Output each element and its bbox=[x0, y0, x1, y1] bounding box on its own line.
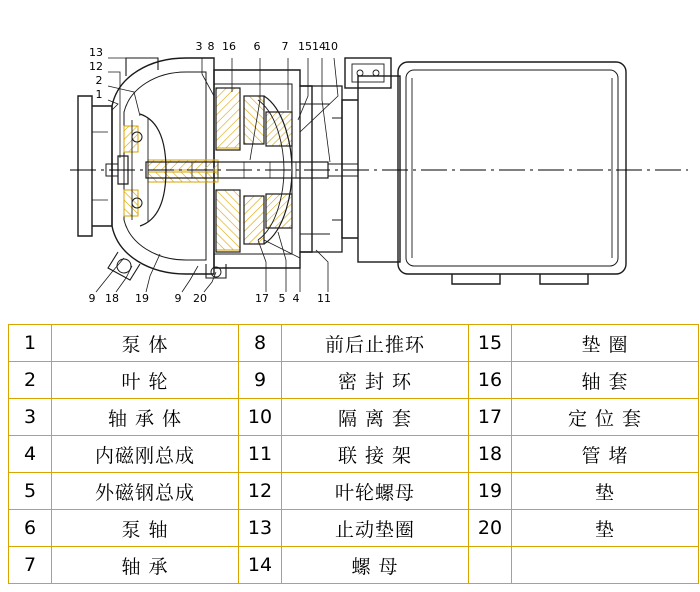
part-name-cell: 泵 轴 bbox=[52, 510, 239, 547]
part-name-cell: 前后止推环 bbox=[282, 325, 469, 362]
part-number-cell: 16 bbox=[469, 362, 512, 399]
part-name-cell: 内磁刚总成 bbox=[52, 436, 239, 473]
part-number-cell: 5 bbox=[9, 473, 52, 510]
part-number-cell: 2 bbox=[9, 362, 52, 399]
part-name-cell: 泵 体 bbox=[52, 325, 239, 362]
part-name-cell: 叶轮螺母 bbox=[282, 473, 469, 510]
part-number-cell: 4 bbox=[9, 436, 52, 473]
part-number-cell: 15 bbox=[469, 325, 512, 362]
part-number-cell: 13 bbox=[239, 510, 282, 547]
part-number-cell bbox=[469, 547, 512, 584]
part-name-cell: 隔 离 套 bbox=[282, 399, 469, 436]
callout-number: 14 bbox=[312, 40, 326, 53]
part-name-cell: 垫 圈 bbox=[512, 325, 699, 362]
part-name-cell: 垫 bbox=[512, 473, 699, 510]
callout-number: 10 bbox=[324, 40, 338, 53]
table-row bbox=[9, 473, 699, 510]
callout-number: 4 bbox=[292, 292, 300, 305]
part-number-cell: 19 bbox=[469, 473, 512, 510]
callout-number: 2 bbox=[95, 74, 103, 87]
part-name-cell bbox=[512, 547, 699, 584]
part-number-cell: 8 bbox=[239, 325, 282, 362]
part-name-cell: 轴 承 体 bbox=[52, 399, 239, 436]
callout-number: 15 bbox=[298, 40, 312, 53]
part-number-cell: 11 bbox=[239, 436, 282, 473]
part-name-cell: 密 封 环 bbox=[282, 362, 469, 399]
part-number-cell: 3 bbox=[9, 399, 52, 436]
part-name-cell: 管 堵 bbox=[512, 436, 699, 473]
callout-number: 6 bbox=[253, 40, 261, 53]
part-name-cell: 止动垫圈 bbox=[282, 510, 469, 547]
callout-number: 8 bbox=[207, 40, 215, 53]
callout-number: 5 bbox=[278, 292, 286, 305]
table-row bbox=[9, 325, 699, 362]
part-number-cell: 9 bbox=[239, 362, 282, 399]
part-number-cell: 1 bbox=[9, 325, 52, 362]
callout-number: 18 bbox=[105, 292, 119, 305]
callouts-bottom bbox=[89, 292, 332, 305]
table-row bbox=[9, 510, 699, 547]
part-name-cell: 叶 轮 bbox=[52, 362, 239, 399]
callout-number: 16 bbox=[222, 40, 236, 53]
part-number-cell: 17 bbox=[469, 399, 512, 436]
part-number-cell: 14 bbox=[239, 547, 282, 584]
motor-assembly bbox=[332, 58, 626, 284]
table-row bbox=[9, 399, 699, 436]
part-name-cell: 定 位 套 bbox=[512, 399, 699, 436]
table-row bbox=[9, 436, 699, 473]
table-row bbox=[9, 362, 699, 399]
part-number-cell: 10 bbox=[239, 399, 282, 436]
coupling-bracket bbox=[300, 86, 342, 252]
callout-number: 9 bbox=[174, 292, 182, 305]
parts-legend-table bbox=[8, 324, 699, 584]
part-name-cell: 外磁钢总成 bbox=[52, 473, 239, 510]
leader-lines-bottom bbox=[96, 232, 328, 292]
part-number-cell: 7 bbox=[9, 547, 52, 584]
callout-number: 13 bbox=[89, 46, 103, 59]
callout-number: 7 bbox=[281, 40, 289, 53]
part-number-cell: 12 bbox=[239, 473, 282, 510]
table-row bbox=[9, 547, 699, 584]
part-name-cell: 垫 bbox=[512, 510, 699, 547]
part-name-cell: 联 接 架 bbox=[282, 436, 469, 473]
callout-number: 20 bbox=[193, 292, 207, 305]
callout-number: 3 bbox=[195, 40, 203, 53]
callout-number: 17 bbox=[255, 292, 269, 305]
part-name-cell: 螺 母 bbox=[282, 547, 469, 584]
part-number-cell: 20 bbox=[469, 510, 512, 547]
callout-number: 9 bbox=[88, 292, 96, 305]
callout-number: 19 bbox=[135, 292, 149, 305]
part-name-cell: 轴 承 bbox=[52, 547, 239, 584]
callout-number: 11 bbox=[317, 292, 331, 305]
part-name-cell: 轴 套 bbox=[512, 362, 699, 399]
part-number-cell: 18 bbox=[469, 436, 512, 473]
part-number-cell: 6 bbox=[9, 510, 52, 547]
callout-number: 1 bbox=[95, 88, 103, 101]
callout-number: 12 bbox=[89, 60, 103, 73]
